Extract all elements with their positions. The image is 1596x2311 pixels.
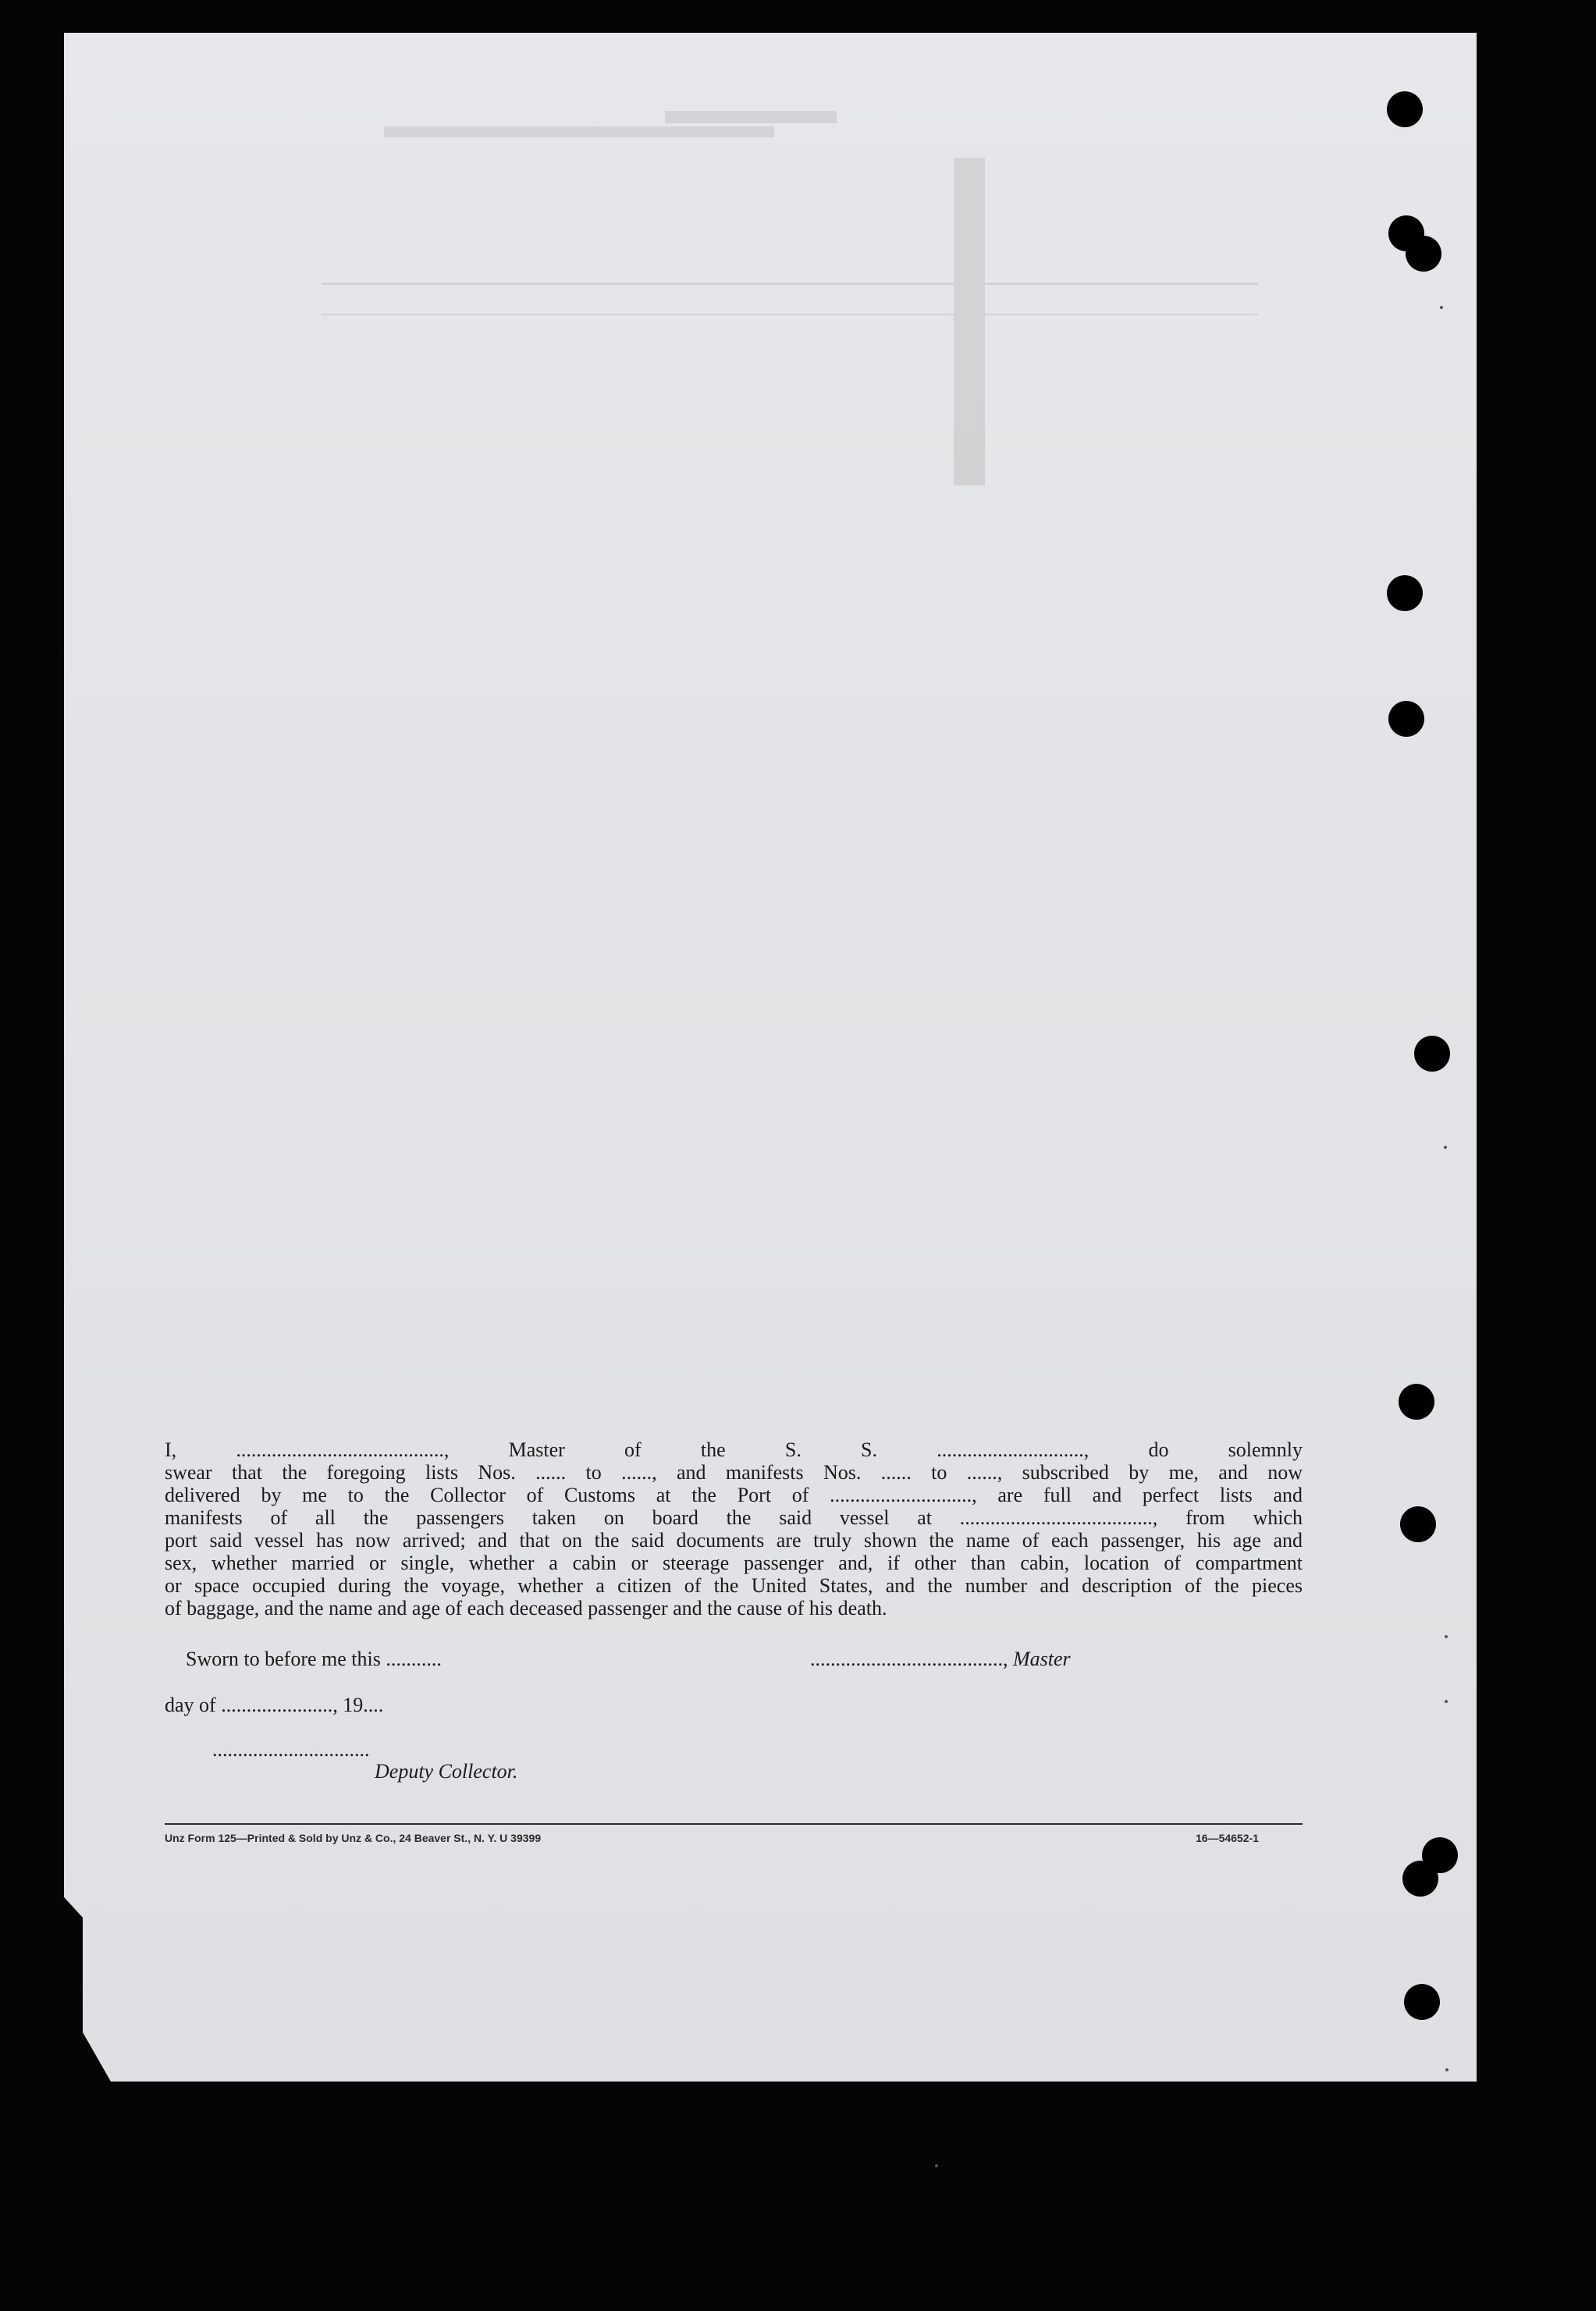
printer-imprint: Unz Form 125—Printed & Sold by Unz & Co., 24 Beaver St., N. Y. U 39399 <box>165 1832 542 1844</box>
oath-line: delivered by me to the Collector of Customs at the Port of ............................, are full and perfect lists and <box>165 1484 1303 1506</box>
deputy-collector-label: Deputy Collector. <box>375 1760 518 1783</box>
punch-hole <box>1400 1506 1436 1542</box>
punch-hole <box>1404 1984 1440 2020</box>
speck <box>1445 2068 1448 2071</box>
oath-line: of baggage, and the name and age of each deceased passenger and the cause of his death. <box>165 1597 887 1619</box>
oath-line: port said vessel has now arrived; and that on the said documents are truly shown the name of each passenger, his age and <box>165 1529 1303 1552</box>
bleed-through-ghost <box>165 80 1336 517</box>
oath-line: I, ........................................., Master of the S. S. ............................., do solemnly <box>165 1438 1303 1461</box>
oath-line: swear that the foregoing lists Nos. ...... to ......, and manifests Nos. ...... to ......, subscribed by me, and now <box>165 1461 1303 1484</box>
footer-rule <box>165 1823 1303 1825</box>
collector-signature-dots: ............................... <box>212 1738 370 1761</box>
master-signature-dots: ......................................, <box>810 1648 1008 1670</box>
punch-hole <box>1402 1861 1438 1897</box>
speck <box>935 2164 938 2167</box>
punch-hole <box>1387 91 1423 127</box>
speck <box>1445 1700 1448 1703</box>
oath-line: or space occupied during the voyage, whether a citizen of the United States, and the number and description of the pieces <box>165 1574 1303 1597</box>
punch-hole <box>1414 1036 1450 1072</box>
form-number: 16—54652-1 <box>1196 1832 1259 1844</box>
oath-paragraph <box>165 1438 1303 1619</box>
day-line: day of ......................, 19.... <box>165 1694 384 1716</box>
punch-hole <box>1399 1384 1434 1420</box>
sworn-line: Sworn to before me this ........... <box>186 1648 442 1670</box>
punch-hole <box>1388 701 1424 737</box>
speck <box>1445 1635 1448 1638</box>
master-label: Master <box>1013 1648 1071 1670</box>
punch-hole <box>1406 236 1441 272</box>
oath-line: manifests of all the passengers taken on board the said vessel at ......................................, from which <box>165 1506 1303 1529</box>
oath-line: sex, whether married or single, whether a cabin or steerage passenger and, if other than cabin, location of compartment <box>165 1552 1303 1574</box>
master-signature-line <box>810 1648 1071 1671</box>
punch-hole <box>1387 575 1423 611</box>
speck <box>1444 1146 1447 1149</box>
document-page <box>64 33 1477 2082</box>
speck <box>1440 306 1443 309</box>
